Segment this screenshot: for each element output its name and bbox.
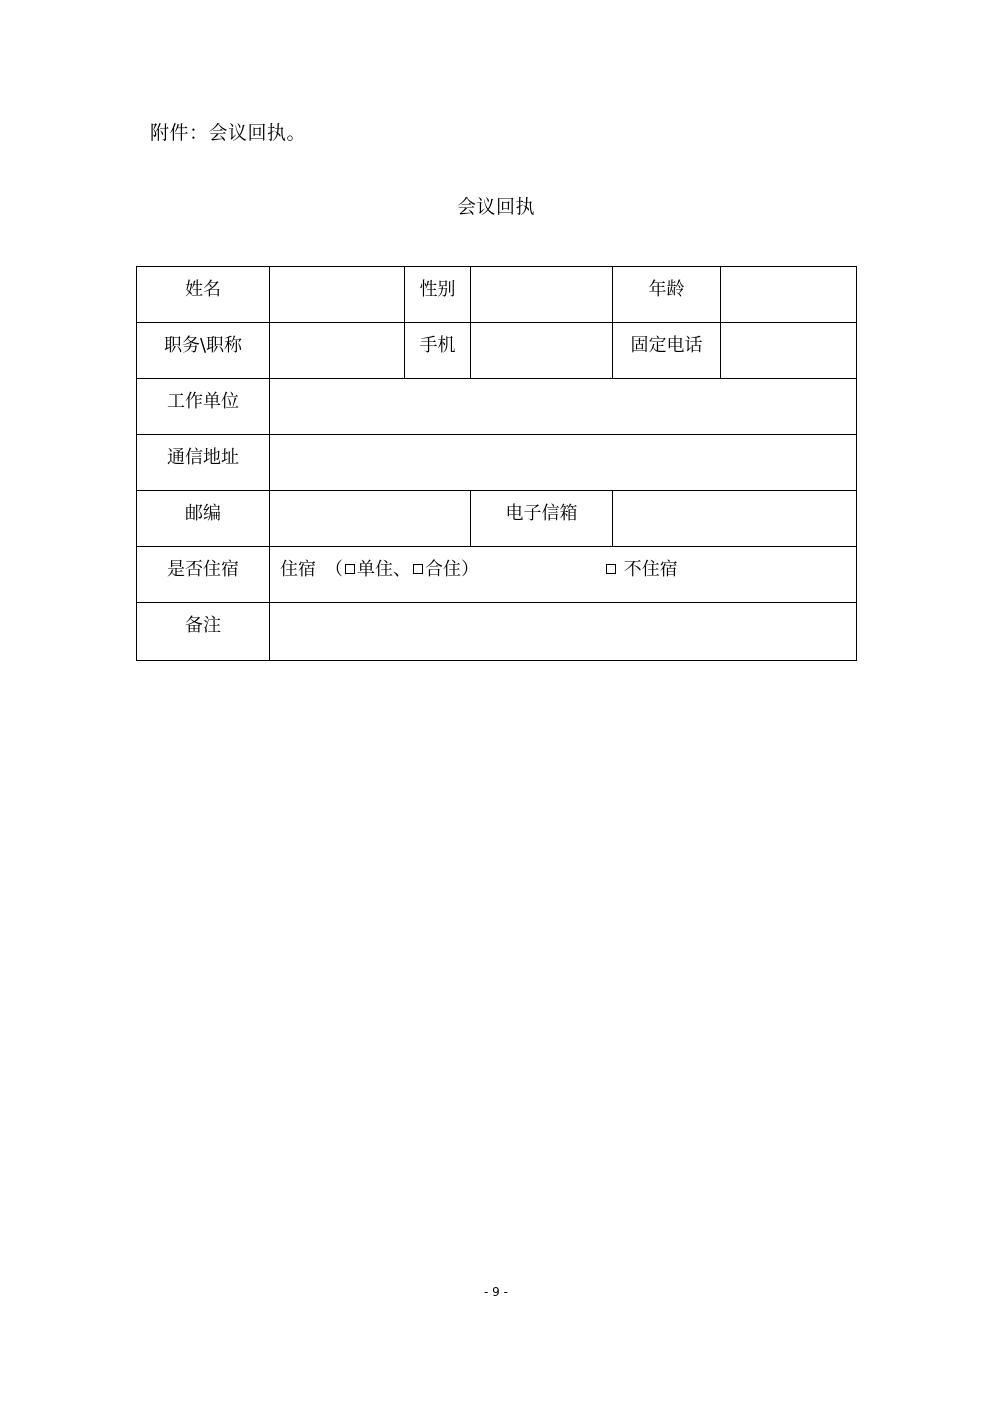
workplace-label: 工作单位 (167, 391, 239, 412)
gender-label: 性别 (419, 279, 456, 300)
gender-field[interactable] (471, 267, 613, 323)
age-label-cell (613, 267, 721, 323)
lodging-options-cell (270, 547, 857, 603)
workplace-label-cell (137, 379, 270, 435)
remarks-field[interactable] (270, 603, 857, 661)
landline-label-cell (613, 323, 721, 379)
email-label-cell (471, 491, 613, 547)
shared-room-checkbox[interactable] (413, 564, 423, 574)
name-label-cell (137, 267, 270, 323)
landline-label: 固定电话 (630, 335, 703, 356)
name-field[interactable] (270, 267, 405, 323)
postcode-label: 邮编 (185, 503, 221, 524)
position-label-cell (137, 323, 270, 379)
document-title: 会议回执 (456, 196, 535, 218)
remarks-label-cell (137, 603, 270, 661)
mobile-label: 手机 (419, 335, 456, 356)
mobile-label-cell (405, 323, 471, 379)
workplace-field[interactable] (270, 379, 857, 435)
email-field[interactable] (613, 491, 857, 547)
lodging-label: 是否住宿 (167, 559, 239, 580)
lodging-yes-option (280, 557, 479, 583)
lodging-label-cell (137, 547, 270, 603)
single-room-label: 单住、 (357, 559, 411, 580)
mobile-field[interactable] (471, 323, 613, 379)
position-label: 职务\职称 (163, 335, 243, 356)
address-field[interactable] (270, 435, 857, 491)
lodging-yes-prefix: 住宿 （ (280, 559, 343, 580)
form-row-lodging (137, 547, 857, 603)
age-label: 年龄 (648, 279, 685, 300)
form-row-workplace (137, 379, 857, 435)
address-label: 通信地址 (167, 447, 239, 468)
attachment-line: 附件：会议回执。 (150, 122, 307, 144)
form-row-address (137, 435, 857, 491)
form-row-name (137, 267, 857, 323)
postcode-label-cell (137, 491, 270, 547)
no-lodging-label: 不住宿 (618, 559, 678, 580)
form-row-position (137, 323, 857, 379)
email-label: 电子信箱 (505, 503, 578, 524)
single-room-checkbox[interactable] (345, 564, 355, 574)
form-row-remarks (137, 603, 857, 661)
page-number: - 9 - (484, 1285, 508, 1299)
position-field[interactable] (270, 323, 405, 379)
receipt-form-table (136, 266, 857, 661)
no-lodging-checkbox[interactable] (606, 564, 616, 574)
form-row-postcode (137, 491, 857, 547)
landline-field[interactable] (721, 323, 857, 379)
shared-room-label: 合住） (425, 559, 479, 580)
remarks-label: 备注 (185, 615, 221, 636)
name-label: 姓名 (185, 279, 221, 300)
gender-label-cell (405, 267, 471, 323)
address-label-cell (137, 435, 270, 491)
postcode-field[interactable] (270, 491, 471, 547)
lodging-no-option (604, 557, 678, 583)
age-field[interactable] (721, 267, 857, 323)
